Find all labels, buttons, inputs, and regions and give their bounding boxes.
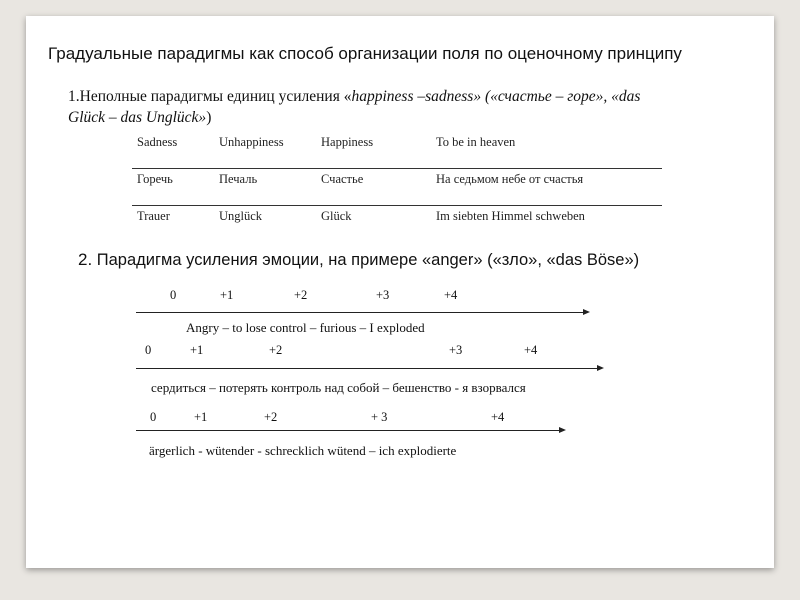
section1-heading-suffix: ) (206, 109, 212, 126)
table-cell: На седьмом небе от счастья (436, 172, 584, 186)
scale-mark: +3 (376, 288, 390, 302)
scale-sentence: Angry – to lose control – furious – I exploded (186, 320, 425, 335)
table-cell: Счастье (321, 172, 364, 186)
table-cell: Unglück (219, 209, 263, 223)
table-divider (132, 168, 662, 169)
section2-heading (78, 250, 639, 270)
scale-mark: +2 (294, 288, 308, 302)
scale-mark: +1 (220, 288, 234, 302)
section2-heading-text: Парадигма усиления эмоции, на примере «anger» («зло», «das Böse») (92, 251, 640, 269)
section1-heading-italic1: happiness –sadness» («счастье – горе», «das (351, 88, 641, 105)
scale-mark: +3 (449, 343, 463, 357)
section1-heading-prefix: 1.Неполные парадигмы единиц усиления « (68, 88, 352, 105)
scale-sentence: сердиться – потерять контроль над собой – бешенство - я взорвался (151, 380, 526, 395)
table-cell: Glück (321, 209, 352, 223)
scale-arrow (136, 368, 598, 369)
scale-mark: 0 (170, 288, 177, 302)
table-cell: Im siebten Himmel schweben (436, 209, 585, 223)
section1-heading (68, 86, 640, 128)
section2-number: 2. (78, 250, 93, 269)
scale-sentence: ärgerlich - wütender - schrecklich wütend – ich explodierte (149, 443, 457, 458)
scale-mark: 0 (145, 343, 152, 357)
table-cell: To be in heaven (436, 135, 516, 149)
scale-mark: + 3 (371, 410, 388, 424)
slide-title: Градуальные парадигмы как способ организации поля по оценочному принципу (48, 44, 682, 63)
table-cell: Unhappiness (219, 135, 284, 149)
slide (26, 16, 774, 568)
section1-heading-italic2: Glück – das Unglück» (68, 109, 207, 126)
table-divider (132, 205, 662, 206)
scale-arrow (136, 312, 584, 313)
scale-mark: +2 (269, 343, 283, 357)
table-cell: Trauer (137, 209, 170, 223)
table-cell: Печаль (219, 172, 258, 186)
table-cell: Sadness (137, 135, 178, 149)
scale-arrow (136, 430, 560, 431)
scale-mark: +4 (491, 410, 505, 424)
scale-mark: +1 (190, 343, 204, 357)
table-cell: Happiness (321, 135, 374, 149)
scale-mark: +1 (194, 410, 208, 424)
scale-mark: +4 (524, 343, 538, 357)
table-cell: Горечь (137, 172, 173, 186)
scale-mark: +4 (444, 288, 458, 302)
scale-mark: +2 (264, 410, 278, 424)
scale-mark: 0 (150, 410, 157, 424)
